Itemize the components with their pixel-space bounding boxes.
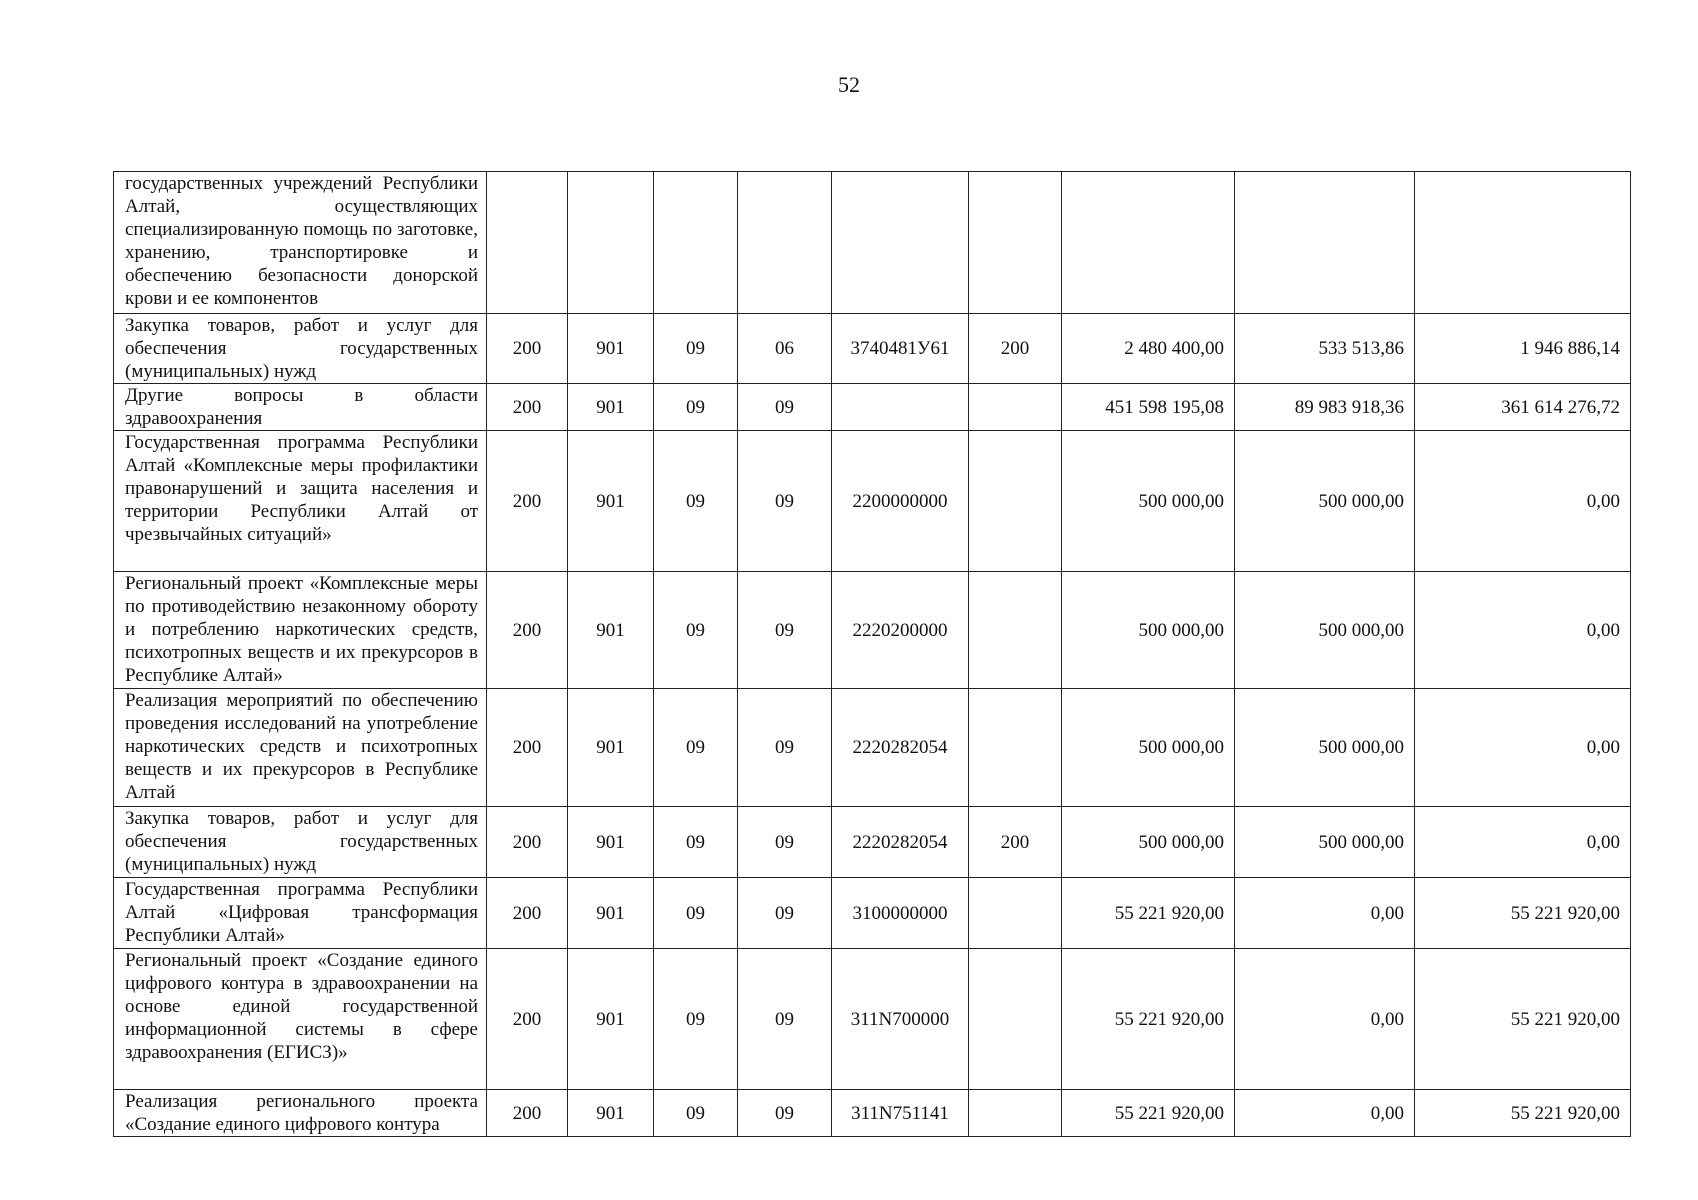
cell-ministry: 901: [568, 314, 654, 384]
cell-approved: 55 221 920,00: [1062, 1090, 1235, 1137]
cell-executed: 533 513,86: [1235, 314, 1415, 384]
cell-subsection: 09: [738, 431, 832, 572]
cell-expense-type: [969, 384, 1062, 431]
cell-executed: [1235, 172, 1415, 314]
cell-admin: 200: [487, 384, 568, 431]
row-description: Государственная программа Республики Алтай «Цифровая трансформация Республики Алтай»: [114, 878, 487, 949]
cell-subsection: 09: [738, 572, 832, 689]
cell-ministry: [568, 172, 654, 314]
cell-ministry: 901: [568, 572, 654, 689]
cell-executed: 89 983 918,36: [1235, 384, 1415, 431]
page-number: 52: [838, 72, 860, 97]
table-row: [114, 314, 1631, 384]
cell-remaining: 55 221 920,00: [1415, 1090, 1631, 1137]
cell-admin: [487, 172, 568, 314]
table-row: [114, 949, 1631, 1090]
budget-table: [113, 171, 1631, 1137]
cell-section: 09: [654, 1090, 738, 1137]
cell-executed: 500 000,00: [1235, 572, 1415, 689]
cell-admin: 200: [487, 689, 568, 807]
cell-remaining: 361 614 276,72: [1415, 384, 1631, 431]
cell-admin: 200: [487, 807, 568, 878]
cell-subsection: 09: [738, 689, 832, 807]
cell-remaining: [1415, 172, 1631, 314]
table-row: [114, 1090, 1631, 1137]
row-description: Закупка товаров, работ и услуг для обеспечения государственных (муниципальных) нужд: [114, 314, 487, 384]
row-description: Государственная программа Республики Алтай «Комплексные меры профилактики правонарушений и защита населения и территории Республики Алтай от чрезвычайных ситуаций»: [114, 431, 487, 572]
cell-section: 09: [654, 431, 738, 572]
cell-admin: 200: [487, 1090, 568, 1137]
cell-target-article: [832, 384, 969, 431]
cell-approved: [1062, 172, 1235, 314]
table-row: [114, 431, 1631, 572]
cell-executed: 0,00: [1235, 949, 1415, 1090]
cell-section: 09: [654, 314, 738, 384]
table-row: [114, 572, 1631, 689]
cell-admin: 200: [487, 572, 568, 689]
cell-subsection: 06: [738, 314, 832, 384]
table-body: [114, 172, 1631, 1137]
row-description: Реализация мероприятий по обеспечению проведения исследований на употребление наркотических средств и психотропных веществ и их прекурсоров в Республике Алтай: [114, 689, 487, 807]
cell-approved: 500 000,00: [1062, 572, 1235, 689]
table-row: [114, 807, 1631, 878]
cell-expense-type: 200: [969, 314, 1062, 384]
cell-executed: 0,00: [1235, 1090, 1415, 1137]
cell-expense-type: [969, 878, 1062, 949]
cell-target-article: 311N751141: [832, 1090, 969, 1137]
row-description: государственных учреждений Республики Алтай, осуществляющих специализированную помощь по заготовке, хранению, транспортировке и обеспечению безопасности донорской крови и ее компонентов: [114, 172, 487, 314]
row-description: Региональный проект «Создание единого цифрового контура в здравоохранении на основе единой государственной информационной системы в сфере здравоохранения (ЕГИСЗ)»: [114, 949, 487, 1090]
cell-target-article: 2220282054: [832, 807, 969, 878]
cell-ministry: 901: [568, 949, 654, 1090]
cell-executed: 500 000,00: [1235, 807, 1415, 878]
cell-admin: 200: [487, 949, 568, 1090]
table-row: [114, 384, 1631, 431]
cell-subsection: 09: [738, 949, 832, 1090]
cell-section: 09: [654, 807, 738, 878]
cell-admin: 200: [487, 431, 568, 572]
row-description: Региональный проект «Комплексные меры по противодействию незаконному обороту и потреблению наркотических средств, психотропных веществ и их прекурсоров в Республике Алтай»: [114, 572, 487, 689]
cell-subsection: 09: [738, 807, 832, 878]
cell-admin: 200: [487, 314, 568, 384]
cell-subsection: [738, 172, 832, 314]
cell-expense-type: [969, 172, 1062, 314]
cell-remaining: 0,00: [1415, 572, 1631, 689]
cell-expense-type: [969, 689, 1062, 807]
cell-section: 09: [654, 572, 738, 689]
cell-expense-type: [969, 949, 1062, 1090]
cell-remaining: 1 946 886,14: [1415, 314, 1631, 384]
cell-approved: 55 221 920,00: [1062, 949, 1235, 1090]
cell-remaining: 0,00: [1415, 431, 1631, 572]
cell-executed: 500 000,00: [1235, 689, 1415, 807]
cell-ministry: 901: [568, 689, 654, 807]
cell-approved: 55 221 920,00: [1062, 878, 1235, 949]
cell-ministry: 901: [568, 384, 654, 431]
cell-executed: 500 000,00: [1235, 431, 1415, 572]
cell-subsection: 09: [738, 384, 832, 431]
cell-target-article: 3100000000: [832, 878, 969, 949]
cell-target-article: 2200000000: [832, 431, 969, 572]
cell-approved: 500 000,00: [1062, 689, 1235, 807]
cell-admin: 200: [487, 878, 568, 949]
cell-approved: 500 000,00: [1062, 431, 1235, 572]
cell-target-article: [832, 172, 969, 314]
cell-ministry: 901: [568, 1090, 654, 1137]
table-row: [114, 689, 1631, 807]
cell-ministry: 901: [568, 431, 654, 572]
cell-subsection: 09: [738, 1090, 832, 1137]
row-description: Реализация регионального проекта «Создание единого цифрового контура: [114, 1090, 487, 1137]
cell-target-article: 3740481У61: [832, 314, 969, 384]
cell-expense-type: 200: [969, 807, 1062, 878]
cell-expense-type: [969, 1090, 1062, 1137]
cell-ministry: 901: [568, 878, 654, 949]
cell-ministry: 901: [568, 807, 654, 878]
cell-target-article: 2220200000: [832, 572, 969, 689]
cell-executed: 0,00: [1235, 878, 1415, 949]
cell-target-article: 311N700000: [832, 949, 969, 1090]
cell-target-article: 2220282054: [832, 689, 969, 807]
cell-subsection: 09: [738, 878, 832, 949]
cell-remaining: 0,00: [1415, 807, 1631, 878]
cell-expense-type: [969, 572, 1062, 689]
cell-expense-type: [969, 431, 1062, 572]
cell-section: [654, 172, 738, 314]
table-row: [114, 878, 1631, 949]
cell-remaining: 55 221 920,00: [1415, 949, 1631, 1090]
cell-section: 09: [654, 384, 738, 431]
cell-section: 09: [654, 689, 738, 807]
cell-remaining: 0,00: [1415, 689, 1631, 807]
cell-approved: 500 000,00: [1062, 807, 1235, 878]
row-description: Другие вопросы в области здравоохранения: [114, 384, 487, 431]
cell-section: 09: [654, 878, 738, 949]
cell-section: 09: [654, 949, 738, 1090]
row-description: Закупка товаров, работ и услуг для обеспечения государственных (муниципальных) нужд: [114, 807, 487, 878]
cell-approved: 451 598 195,08: [1062, 384, 1235, 431]
cell-approved: 2 480 400,00: [1062, 314, 1235, 384]
table-row: [114, 172, 1631, 314]
cell-remaining: 55 221 920,00: [1415, 878, 1631, 949]
